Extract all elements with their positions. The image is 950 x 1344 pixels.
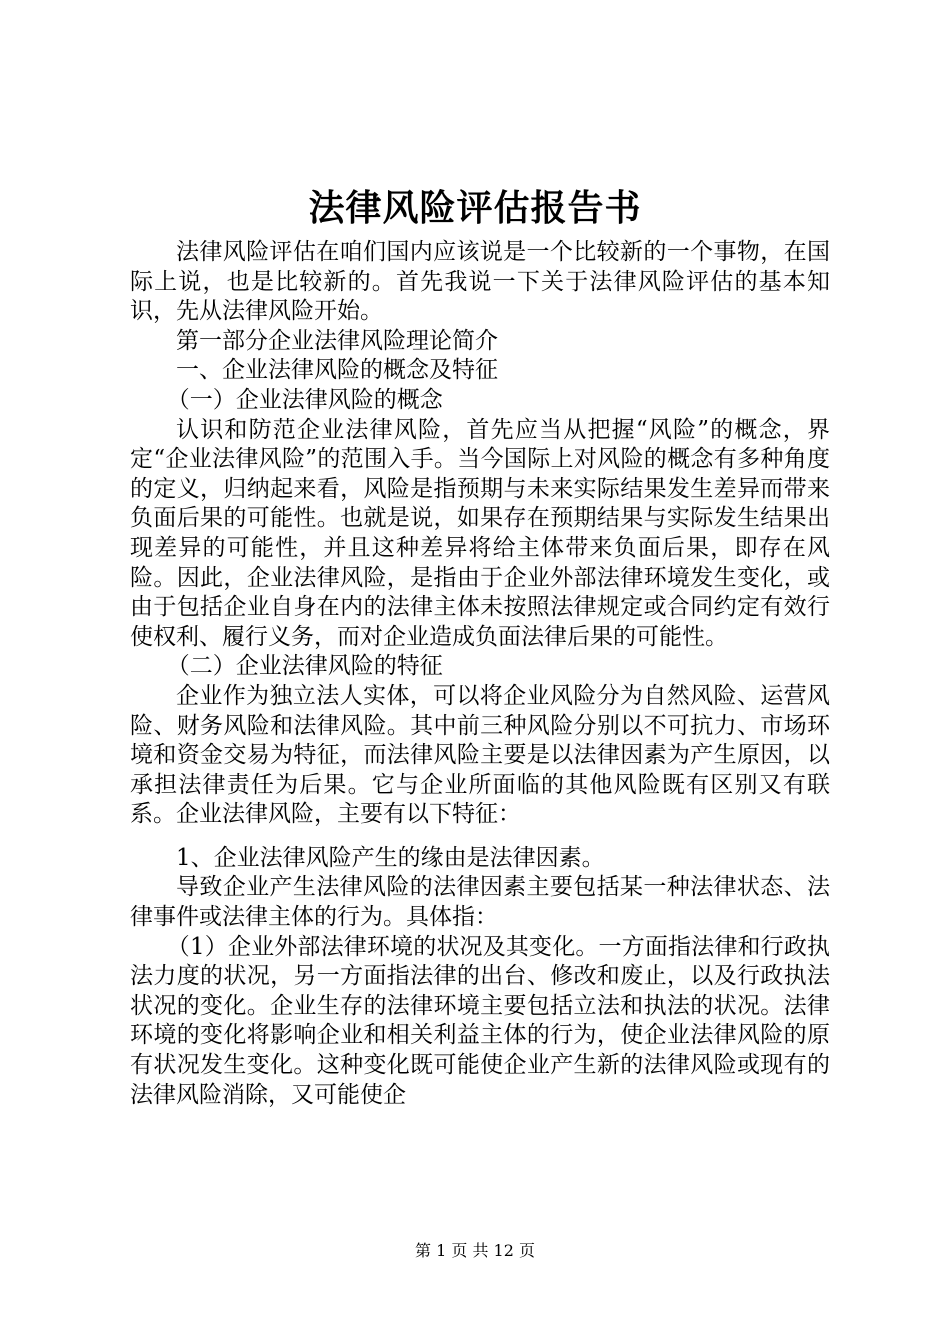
part-heading: 第一部分企业法律风险理论简介 xyxy=(176,327,498,354)
paragraph-factors: 导致企业产生法律风险的法律因素主要包括某一种法律状态、法律事件或法律主体的行为。具体指： xyxy=(130,874,830,931)
subsection-heading-2: （二）企业法律风险的特征 xyxy=(166,653,443,680)
document-title: 法律风险评估报告书 xyxy=(308,187,642,229)
paragraph-intro: 法律风险评估在咱们国内应该说是一个比较新的一个事物，在国际上说，也是比较新的。首先我说一下关于法律风险评估的基本知识，先从法律风险开始。 xyxy=(130,239,830,325)
list-item-heading: 1、企业法律风险产生的缘由是法律因素。 xyxy=(176,844,605,871)
paragraph-features: 企业作为独立法人实体，可以将企业风险分为自然风险、运营风险、财务风险和法律风险。其中前三种风险分别以不可抗力、市场环境和资金交易为特征，而法律风险主要是以法律因素为产生原因，以承担法律责任为后果。它与企业所面临的其他风险既有区别又有联系。企业法律风险，主要有以下特征： xyxy=(130,682,830,828)
paragraph-external-environment: （1）企业外部法律环境的状况及其变化。一方面指法律和行政执法力度的状况，另一方面指法律的出台、修改和废止，以及行政执法状况的变化。企业生存的法律环境主要包括立法和执法的状况。法律环境的变化将影响企业和相关利益主体的行为，使企业法律风险的原有状况发生变化。这种变化既可能使企业产生新的法律风险或现有的法律风险消除，又可能使企 xyxy=(130,933,830,1108)
document-body xyxy=(130,238,830,1110)
paragraph-concept: 认识和防范企业法律风险，首先应当从把握“风险”的概念，界定“企业法律风险”的范围入手。当今国际上对风险的概念有多种角度的定义，归纳起来看，风险是指预期与未来实际结果发生差异而带来负面后果的可能性。也就是说，如果存在预期结果与实际发生结果出现差异的可能性，并且这种差异将给主体带来负面后果，即存在风险。因此，企业法律风险，是指由于企业外部法律环境发生变化，或由于包括企业自身在内的法律主体未按照法律规定或合同约定有效行使权利、履行义务，而对企业造成负面法律后果的可能性。 xyxy=(130,416,830,650)
page-footer: 第 1 页 共 12 页 xyxy=(415,1241,535,1260)
section-heading: 一、企业法律风险的概念及特征 xyxy=(176,357,498,384)
subsection-heading-1: （一）企业法律风险的概念 xyxy=(166,386,443,413)
